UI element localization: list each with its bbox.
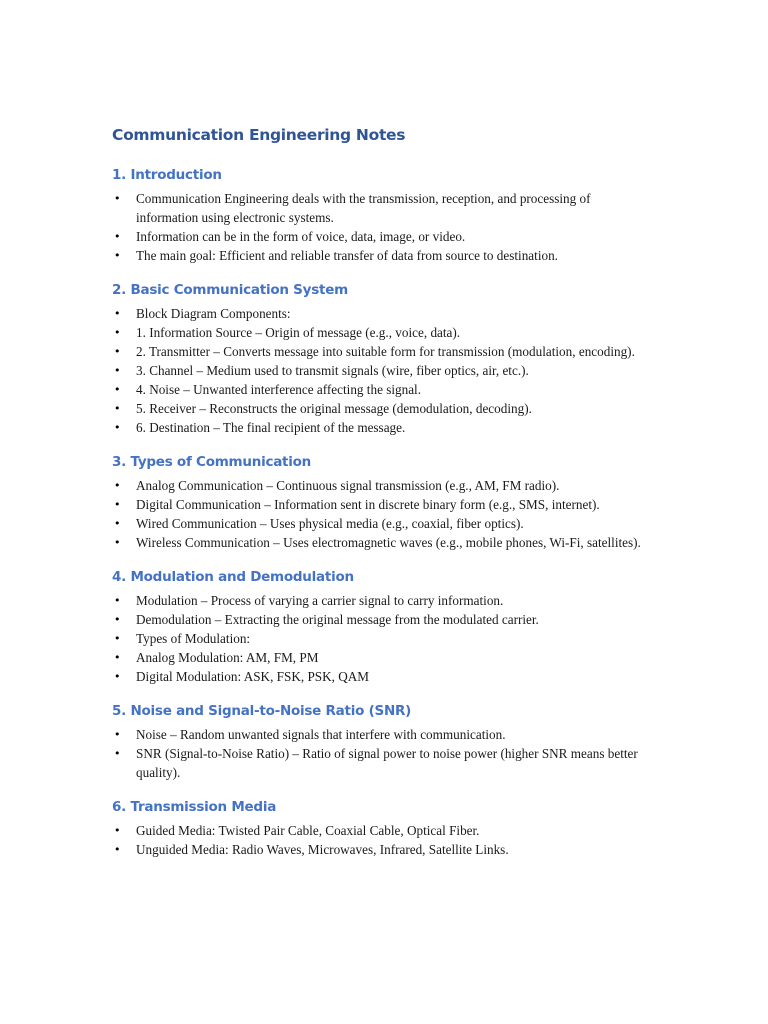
list-item: [112, 591, 652, 610]
section-heading: 1. Introduction: [112, 167, 222, 183]
list-item: [112, 629, 652, 648]
list-item: [112, 361, 652, 380]
bullet-icon: •: [114, 843, 121, 856]
bullet-icon: •: [114, 651, 121, 664]
bullet-icon: •: [114, 670, 121, 683]
list-item: [112, 323, 652, 342]
bullet-icon: •: [114, 249, 121, 262]
list-item-text: Guided Media: Twisted Pair Cable, Coaxial Cable, Optical Fiber.: [136, 823, 480, 838]
list-item-text: Wireless Communication – Uses electromagnetic waves (e.g., mobile phones, Wi-Fi, satellites).: [136, 535, 641, 550]
bullet-icon: •: [114, 613, 121, 626]
list-item: [112, 246, 652, 265]
section-3: [112, 452, 652, 552]
list-item: [112, 495, 652, 514]
list-item-text: 1. Information Source – Origin of message (e.g., voice, data).: [136, 325, 461, 340]
list-item: [112, 610, 652, 629]
list-item: [112, 227, 652, 246]
list-item-text: The main goal: Efficient and reliable transfer of data from source to destination.: [136, 248, 558, 263]
list-item-text: Types of Modulation:: [136, 631, 251, 646]
bullet-icon: •: [114, 824, 121, 837]
section-1: [112, 165, 652, 265]
list-item-text: Modulation – Process of varying a carrier signal to carry information.: [136, 593, 504, 608]
bullet-icon: •: [114, 536, 121, 549]
list-item: [112, 514, 652, 533]
bullet-icon: •: [114, 421, 121, 434]
bullet-icon: •: [114, 192, 121, 205]
bullet-list: [112, 476, 652, 552]
list-item: [112, 189, 652, 227]
list-item-text: Digital Communication – Information sent in discrete binary form (e.g., SMS, internet).: [136, 497, 600, 512]
list-item: [112, 342, 652, 361]
bullet-icon: •: [114, 517, 121, 530]
list-item: [112, 533, 652, 552]
list-item: [112, 304, 652, 323]
list-item-text: 4. Noise – Unwanted interference affecting the signal.: [136, 382, 422, 397]
bullet-icon: •: [114, 632, 121, 645]
list-item: [112, 399, 652, 418]
bullet-icon: •: [114, 345, 121, 358]
document-title: Communication Engineering Notes: [112, 126, 406, 144]
list-item: [112, 476, 652, 495]
section-heading: 2. Basic Communication System: [112, 282, 348, 298]
bullet-icon: •: [114, 747, 121, 760]
bullet-icon: •: [114, 728, 121, 741]
list-item-text: 3. Channel – Medium used to transmit signals (wire, fiber optics, air, etc.).: [136, 363, 529, 378]
list-item: [112, 648, 652, 667]
bullet-icon: •: [114, 307, 121, 320]
list-item-text: SNR (Signal-to-Noise Ratio) – Ratio of signal power to noise power (higher SNR means better quality).: [136, 746, 638, 780]
bullet-list: [112, 821, 652, 859]
list-item-text: Digital Modulation: ASK, FSK, PSK, QAM: [136, 669, 370, 684]
list-item-text: Communication Engineering deals with the transmission, reception, and processing of information using electronic systems.: [136, 191, 591, 225]
list-item-text: 2. Transmitter – Converts message into suitable form for transmission (modulation, encoding).: [136, 344, 635, 359]
list-item-text: 5. Receiver – Reconstructs the original message (demodulation, decoding).: [136, 401, 532, 416]
list-item: [112, 821, 652, 840]
section-4: [112, 567, 652, 686]
bullet-list: [112, 591, 652, 686]
bullet-list: [112, 189, 652, 265]
list-item-text: Information can be in the form of voice, data, image, or video.: [136, 229, 466, 244]
bullet-icon: •: [114, 402, 121, 415]
list-item-text: Analog Modulation: AM, FM, PM: [136, 650, 319, 665]
section-heading: 6. Transmission Media: [112, 799, 277, 815]
section-heading: 3. Types of Communication: [112, 454, 312, 470]
section-6: [112, 797, 652, 859]
list-item: [112, 418, 652, 437]
bullet-icon: •: [114, 498, 121, 511]
bullet-icon: •: [114, 326, 121, 339]
list-item: [112, 725, 652, 744]
list-item-text: Wired Communication – Uses physical media (e.g., coaxial, fiber optics).: [136, 516, 524, 531]
bullet-icon: •: [114, 364, 121, 377]
section-heading: 4. Modulation and Demodulation: [112, 569, 354, 585]
section-5: [112, 701, 652, 782]
bullet-icon: •: [114, 479, 121, 492]
list-item-text: 6. Destination – The final recipient of the message.: [136, 420, 406, 435]
sections-container: [112, 165, 652, 859]
bullet-icon: •: [114, 594, 121, 607]
list-item: [112, 667, 652, 686]
section-2: [112, 280, 652, 437]
bullet-icon: •: [114, 383, 121, 396]
list-item: [112, 840, 652, 859]
list-item-text: Unguided Media: Radio Waves, Microwaves, Infrared, Satellite Links.: [136, 842, 509, 857]
bullet-icon: •: [114, 230, 121, 243]
list-item: [112, 744, 652, 782]
document-page: [112, 122, 652, 874]
bullet-list: [112, 725, 652, 782]
list-item-text: Noise – Random unwanted signals that interfere with communication.: [136, 727, 506, 742]
section-heading: 5. Noise and Signal-to-Noise Ratio (SNR): [112, 703, 412, 719]
list-item: [112, 380, 652, 399]
bullet-list: [112, 304, 652, 437]
list-item-text: Block Diagram Components:: [136, 306, 291, 321]
list-item-text: Analog Communication – Continuous signal transmission (e.g., AM, FM radio).: [136, 478, 560, 493]
list-item-text: Demodulation – Extracting the original message from the modulated carrier.: [136, 612, 539, 627]
